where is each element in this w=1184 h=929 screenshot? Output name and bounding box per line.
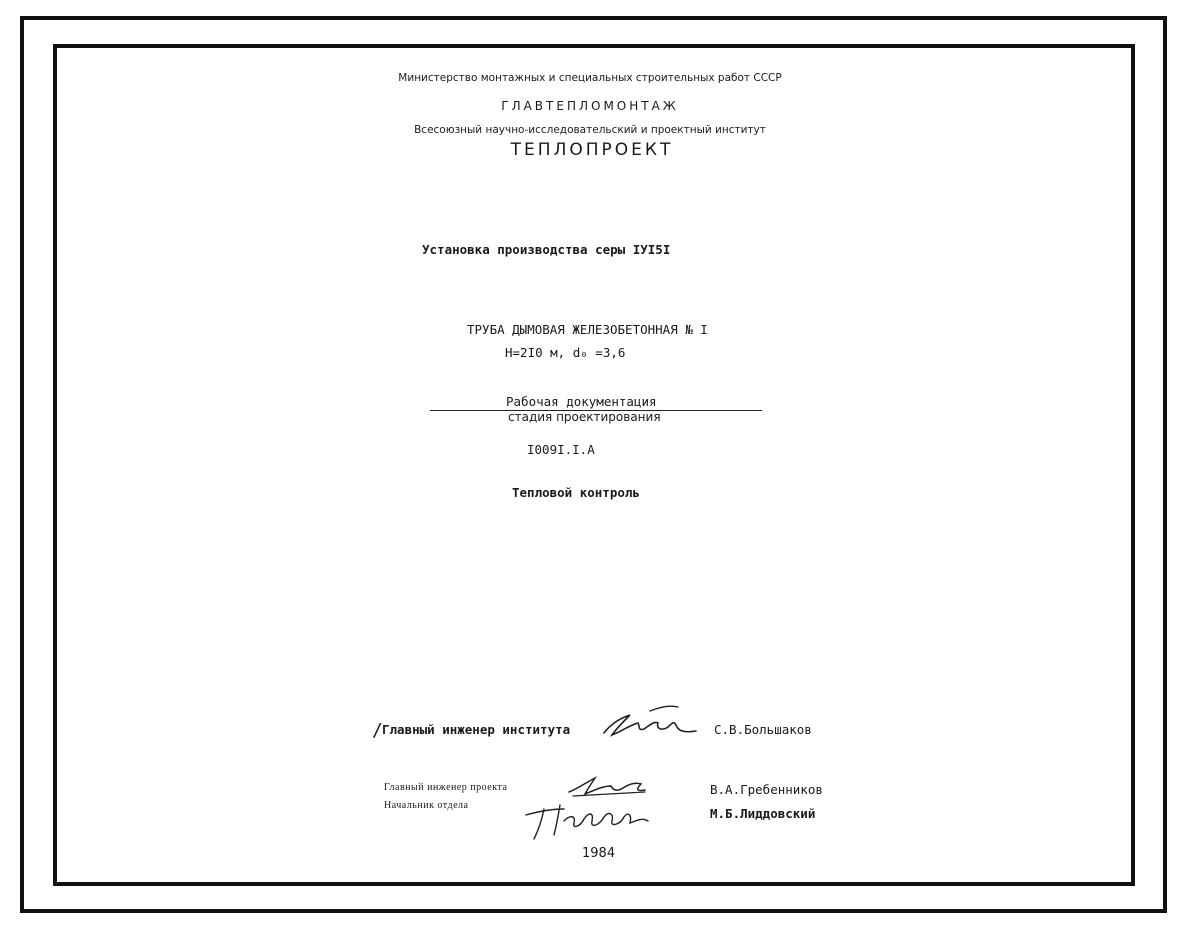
signature-department-head bbox=[520, 795, 660, 845]
chief-engineer-project-role: Главный инженер проекта bbox=[384, 782, 508, 793]
institute-full-line: Всесоюзный научно-исследовательский и проектный институт bbox=[414, 124, 766, 136]
ministry-line: Министерство монтажных и специальных строительных работ СССР bbox=[398, 72, 782, 84]
chief-engineer-project-name: В.А.Гребенников bbox=[710, 782, 823, 797]
directorate-line: ГЛАВТЕПЛОМОНТАЖ bbox=[501, 99, 679, 113]
department-head-name: М.Б.Лиддовский bbox=[710, 806, 816, 821]
plant-title: Установка производства серы IУI5I bbox=[422, 242, 671, 257]
year: 1984 bbox=[582, 846, 616, 861]
object-parameters: H=2I0 м, d₀ =3,6 bbox=[505, 345, 626, 360]
slash-mark: / bbox=[372, 720, 383, 741]
design-stage: стадия проектирования bbox=[508, 410, 661, 424]
doc-type: Рабочая документация bbox=[506, 394, 657, 409]
document-code: I009I.I.A bbox=[527, 442, 595, 457]
signature-chief-engineer-institute bbox=[600, 703, 700, 743]
chief-engineer-institute-name: С.В.Большаков bbox=[714, 722, 812, 737]
institute-name: ТЕПЛОПРОЕКТ bbox=[510, 140, 674, 160]
department-head-role: Начальник отдела bbox=[384, 800, 469, 811]
chief-engineer-institute-role: Главный инженер института bbox=[382, 722, 571, 737]
inner-frame bbox=[53, 44, 1135, 886]
object-title: ТРУБА ДЫМОВАЯ ЖЕЛЕЗОБЕТОННАЯ № I bbox=[467, 322, 708, 337]
section-title: Тепловой контроль bbox=[512, 485, 640, 500]
